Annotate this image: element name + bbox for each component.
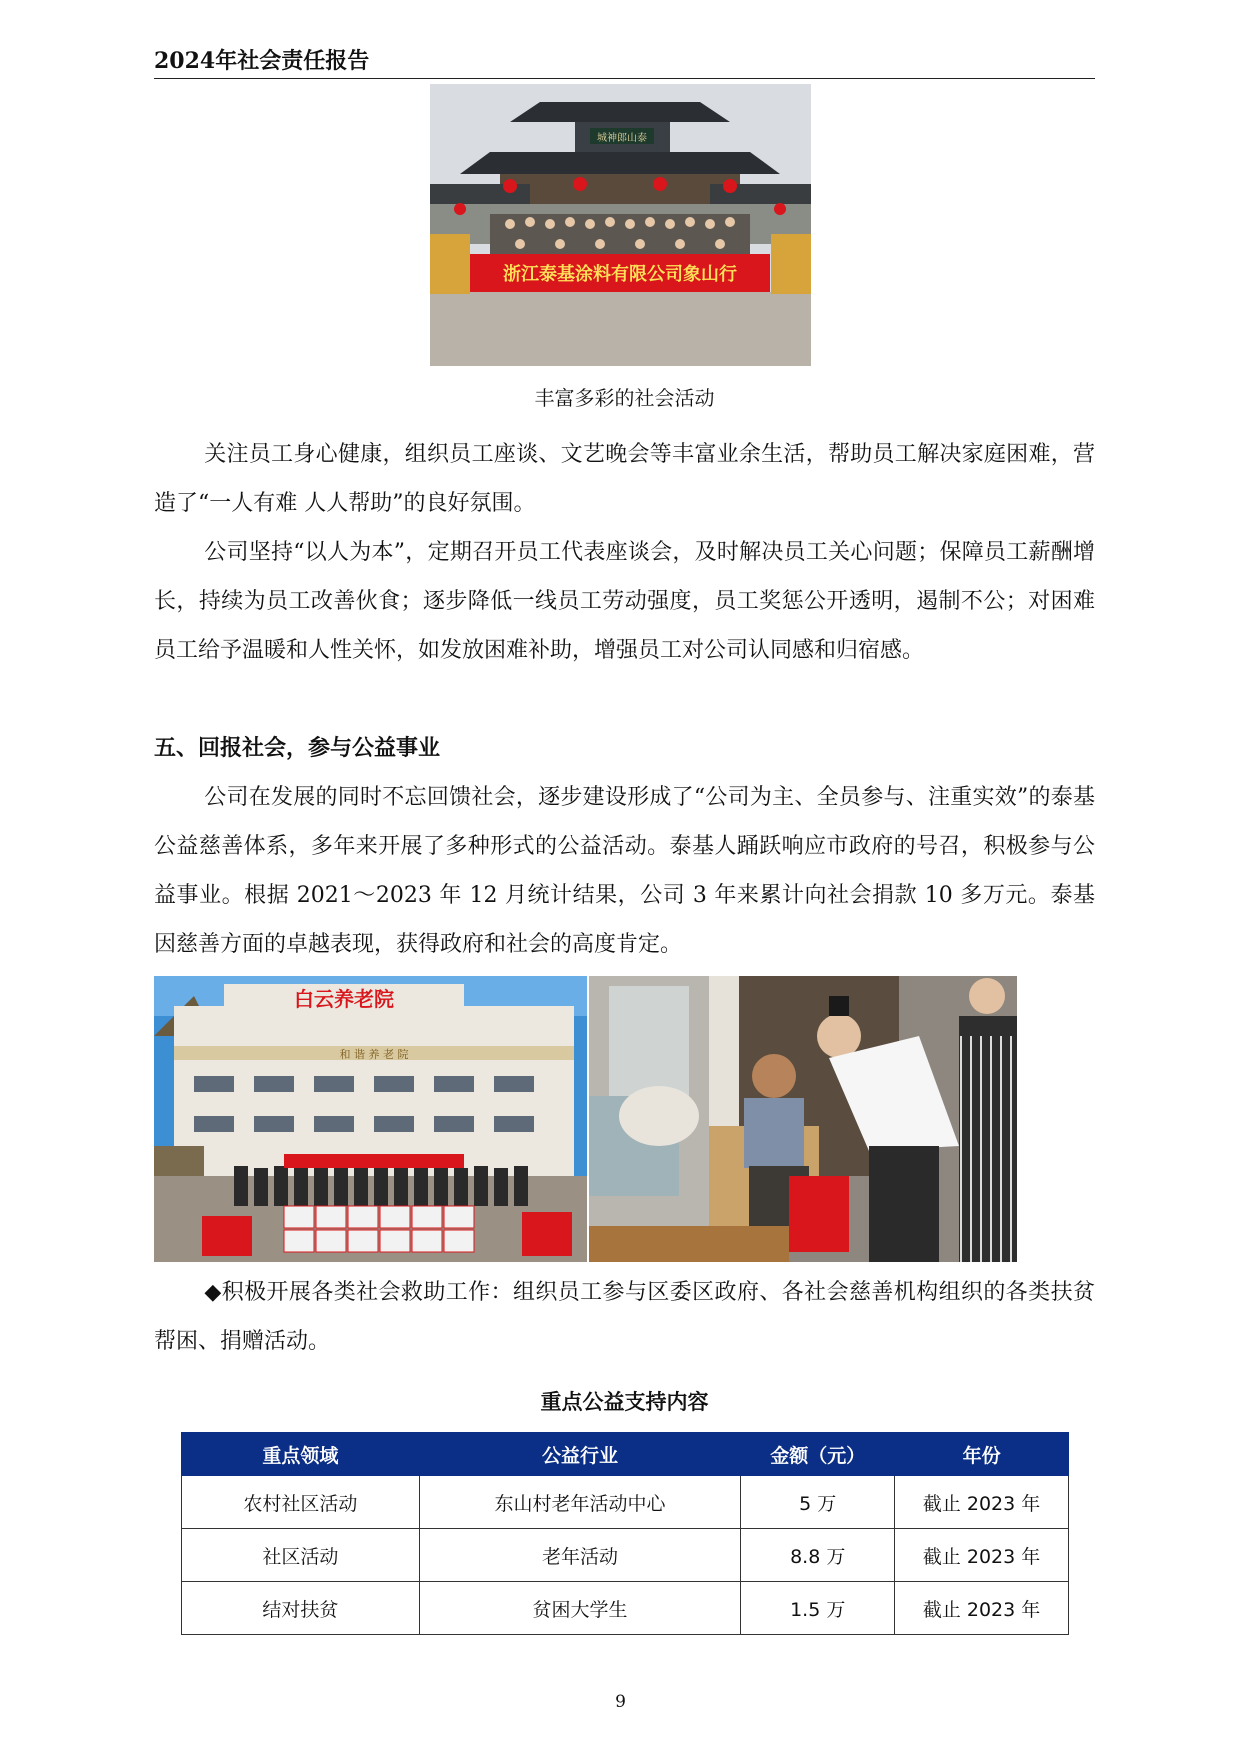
- table-cell: 8.8 万: [741, 1529, 895, 1582]
- table-cell: 5 万: [741, 1476, 895, 1529]
- table-cell: 截止 2023 年: [895, 1529, 1069, 1582]
- table-cell: 结对扶贫: [182, 1582, 420, 1635]
- photo-caption: 丰富多彩的社会活动: [534, 386, 715, 410]
- charity-table: [181, 1432, 1069, 1635]
- nursing-home-photo: [154, 976, 587, 1262]
- table-cell: 东山村老年活动中心: [419, 1476, 741, 1529]
- table-cell: 贫困大学生: [419, 1582, 741, 1635]
- table-cell: 老年活动: [419, 1529, 741, 1582]
- paragraph-charity: 公司在发展的同时不忘回馈社会，逐步建设形成了“公司为主、全员参与、注重实效”的泰基公益慈善体系，多年来开展了多种形式的公益活动。泰基人踊跃响应市政府的号召，积极参与公益事业。根据 2021～2023 年 12 月统计结果，公司 3 年来累计向社会捐款 10 多万元。泰基因慈善方面的卓越表现，获得政府和社会的高度肯定。: [154, 785, 1095, 957]
- banner-text: 浙江泰基涂料有限公司象山行: [503, 264, 737, 285]
- table-cell: 社区活动: [182, 1529, 420, 1582]
- nursing-home-sign: 白云养老院: [294, 987, 394, 1011]
- column-header: 年份: [895, 1433, 1069, 1476]
- visiting-elderly-photo: [589, 976, 1017, 1262]
- nursing-home-sign2: 和 谐 养 老 院: [339, 1048, 409, 1061]
- column-header: 重点领域: [182, 1433, 420, 1476]
- table-header-row: [182, 1433, 1069, 1476]
- table-row: [182, 1476, 1069, 1529]
- table-row: [182, 1582, 1069, 1635]
- table-cell: 截止 2023 年: [895, 1476, 1069, 1529]
- table-cell: 1.5 万: [741, 1582, 895, 1635]
- column-header: 公益行业: [419, 1433, 741, 1476]
- paragraph-bullet: ◆积极开展各类社会救助工作：组织员工参与区委区政府、各社会慈善机构组织的各类扶贫帮困、捐赠活动。: [154, 1280, 1095, 1354]
- section-heading: 五、回报社会，参与公益事业: [154, 736, 441, 761]
- page-number: 9: [615, 1692, 626, 1712]
- table-title: 重点公益支持内容: [540, 1390, 709, 1414]
- temple-group-photo: [430, 84, 811, 366]
- column-header: 金额（元）: [741, 1433, 895, 1476]
- table-row: [182, 1529, 1069, 1582]
- table-cell: 农村社区活动: [182, 1476, 420, 1529]
- paragraph-health: 关注员工身心健康，组织员工座谈、文艺晚会等丰富业余生活，帮助员工解决家庭困难，营造了“一人有难 人人帮助”的良好氛围。: [154, 442, 1095, 516]
- table-cell: 截止 2023 年: [895, 1582, 1069, 1635]
- page-header: 2024年社会责任报告: [154, 44, 1095, 79]
- temple-sign-text: 城神郎山泰: [597, 133, 647, 144]
- paragraph-people-first: 公司坚持“以人为本”，定期召开员工代表座谈会，及时解决员工关心问题；保障员工薪酬增长，持续为员工改善伙食；逐步降低一线员工劳动强度，员工奖惩公开透明，遏制不公；对困难员工给予温暖和人性关怀，如发放困难补助，增强员工对公司认同感和归宿感。: [154, 540, 1095, 663]
